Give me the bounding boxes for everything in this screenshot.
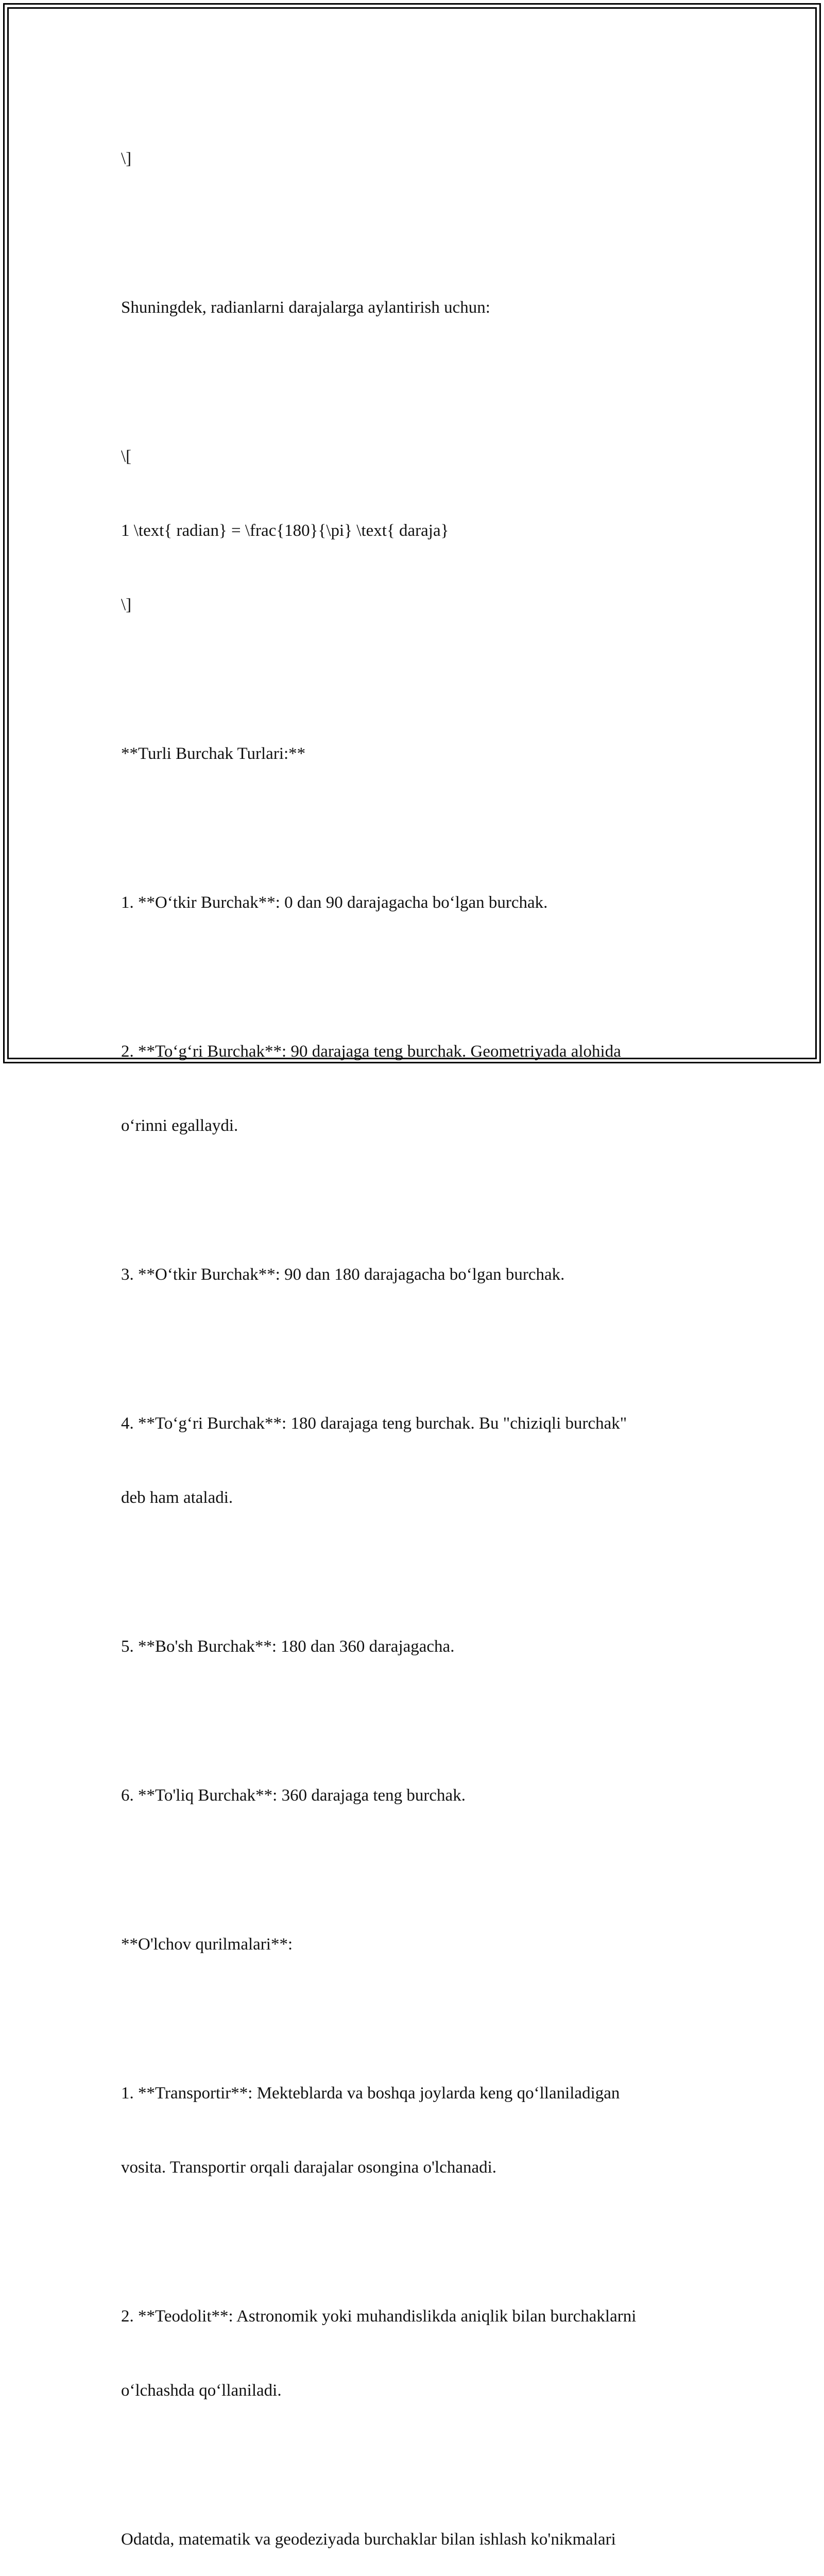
paragraph-conclusion bbox=[121, 2478, 708, 2576]
text-line: \] bbox=[121, 149, 132, 168]
list-item bbox=[121, 1362, 708, 1560]
text-line: **O'lchov qurilmalari**: bbox=[121, 1935, 293, 1954]
document-body bbox=[121, 97, 708, 2576]
text-line: o‘lchashda qo‘llaniladi. bbox=[121, 2381, 282, 2400]
math-formula bbox=[121, 395, 708, 667]
text-line: 6. **To'liq Burchak**: 360 darajaga teng burchak. bbox=[121, 1786, 466, 1805]
list-item bbox=[121, 1213, 708, 1336]
list-item bbox=[121, 841, 708, 964]
math-close-bracket bbox=[121, 97, 708, 221]
text-line: deb ham ataladi. bbox=[121, 1488, 233, 1507]
list-item bbox=[121, 2255, 708, 2452]
text-line: Shuningdek, radianlarni darajalarga aylantirish uchun: bbox=[121, 298, 490, 317]
text-line: **Turli Burchak Turlari:** bbox=[121, 744, 306, 763]
section-heading-instruments bbox=[121, 1883, 708, 2006]
text-line: Odatda, matematik va geodeziyada burchaklar bilan ishlash ko'nikmalari bbox=[121, 2530, 616, 2549]
text-line: 1. **Transportir**: Mekteblarda va boshqa joylarda keng qo‘llaniladigan bbox=[121, 2084, 620, 2103]
list-item bbox=[121, 1734, 708, 1857]
text-line: 4. **To‘g‘ri Burchak**: 180 darajaga teng burchak. Bu "chiziqli burchak" bbox=[121, 1414, 627, 1433]
text-line: o‘rinni egallaydi. bbox=[121, 1116, 238, 1135]
list-item bbox=[121, 990, 708, 1188]
text-line: 2. **Teodolit**: Astronomik yoki muhandislikda aniqlik bilan burchaklarni bbox=[121, 2307, 637, 2326]
text-line: vosita. Transportir orqali darajalar osongina o'lchanadi. bbox=[121, 2158, 497, 2177]
list-item bbox=[121, 2031, 708, 2229]
text-line: 1 \text{ radian} = \frac{180}{\pi} \text{ daraja} bbox=[121, 521, 449, 540]
text-line: \[ bbox=[121, 447, 132, 466]
text-line: \] bbox=[121, 596, 132, 614]
section-heading-angle-types bbox=[121, 692, 708, 816]
text-line: 1. **O‘tkir Burchak**: 0 dan 90 darajagacha bo‘lgan burchak. bbox=[121, 893, 548, 912]
paragraph-intro bbox=[121, 246, 708, 369]
list-item bbox=[121, 1585, 708, 1708]
text-line: 3. **O‘tkir Burchak**: 90 dan 180 darajagacha bo‘lgan burchak. bbox=[121, 1265, 565, 1284]
text-line: 2. **To‘g‘ri Burchak**: 90 darajaga teng burchak. Geometriyada alohida bbox=[121, 1042, 621, 1061]
text-line: 5. **Bo'sh Burchak**: 180 dan 360 darajagacha. bbox=[121, 1637, 455, 1656]
